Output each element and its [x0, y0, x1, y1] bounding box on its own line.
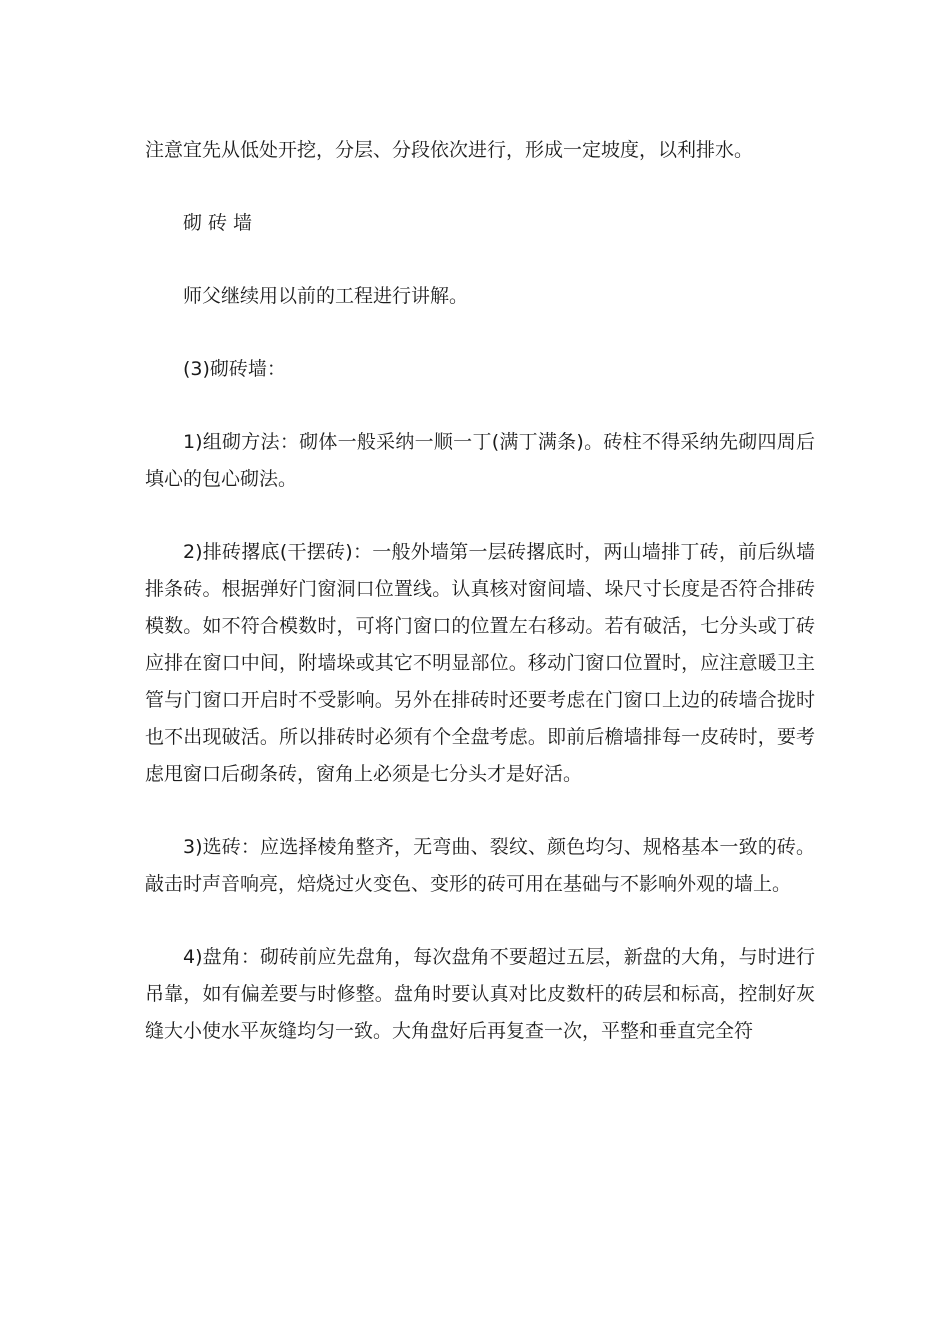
section-heading-brick-wall: 砌砖墙 — [183, 212, 259, 234]
subsection-heading-3: (3)砌砖墙： — [183, 358, 286, 380]
paragraph-bonding-method: 1)组砌方法：砌体一般采纳一顺一丁(满丁满条)。砖柱不得采纳先砌四周后填心的包心砌法。 — [145, 431, 815, 490]
paragraph-corner-building: 4)盘角：砌砖前应先盘角，每次盘角不要超过五层，新盘的大角，与时进行吊靠，如有偏差要与时修整。盘角时要认真对比皮数杆的砖层和标高，控制好灰缝大小使水平灰缝均匀一致。大角盘好后再复查一次，平整和垂直完全符 — [145, 946, 815, 1042]
paragraph-brick-selection: 3)选砖：应选择棱角整齐，无弯曲、裂纹、颜色均匀、规格基本一致的砖。敲击时声音响亮，焙烧过火变色、变形的砖可用在基础与不影响外观的墙上。 — [145, 836, 815, 895]
paragraph-excavation-note: 注意宜先从低处开挖，分层、分段依次进行，形成一定坡度，以利排水。 — [145, 139, 754, 161]
paragraph-intro: 师父继续用以前的工程进行讲解。 — [183, 285, 469, 307]
paragraph-brick-layout: 2)排砖撂底(干摆砖)：一般外墙第一层砖撂底时，两山墙排丁砖，前后纵墙排条砖。根据弹好门窗洞口位置线。认真核对窗间墙、垛尺寸长度是否符合排砖模数。如不符合模数时，可将门窗口的位置左右移动。若有破活，七分头或丁砖应排在窗口中间，附墙垛或其它不明显部位。移动门窗口位置时，应注意暖卫主管与门窗口开启时不受影响。另外在排砖时还要考虑在门窗口上边的砖墙合拢时也不出现破活。所以排砖时必须有个全盘考虑。即前后檐墙排每一皮砖时，要考虑甩窗口后砌条砖，窗角上必须是七分头才是好活。 — [145, 541, 815, 785]
document-body — [145, 132, 815, 1050]
